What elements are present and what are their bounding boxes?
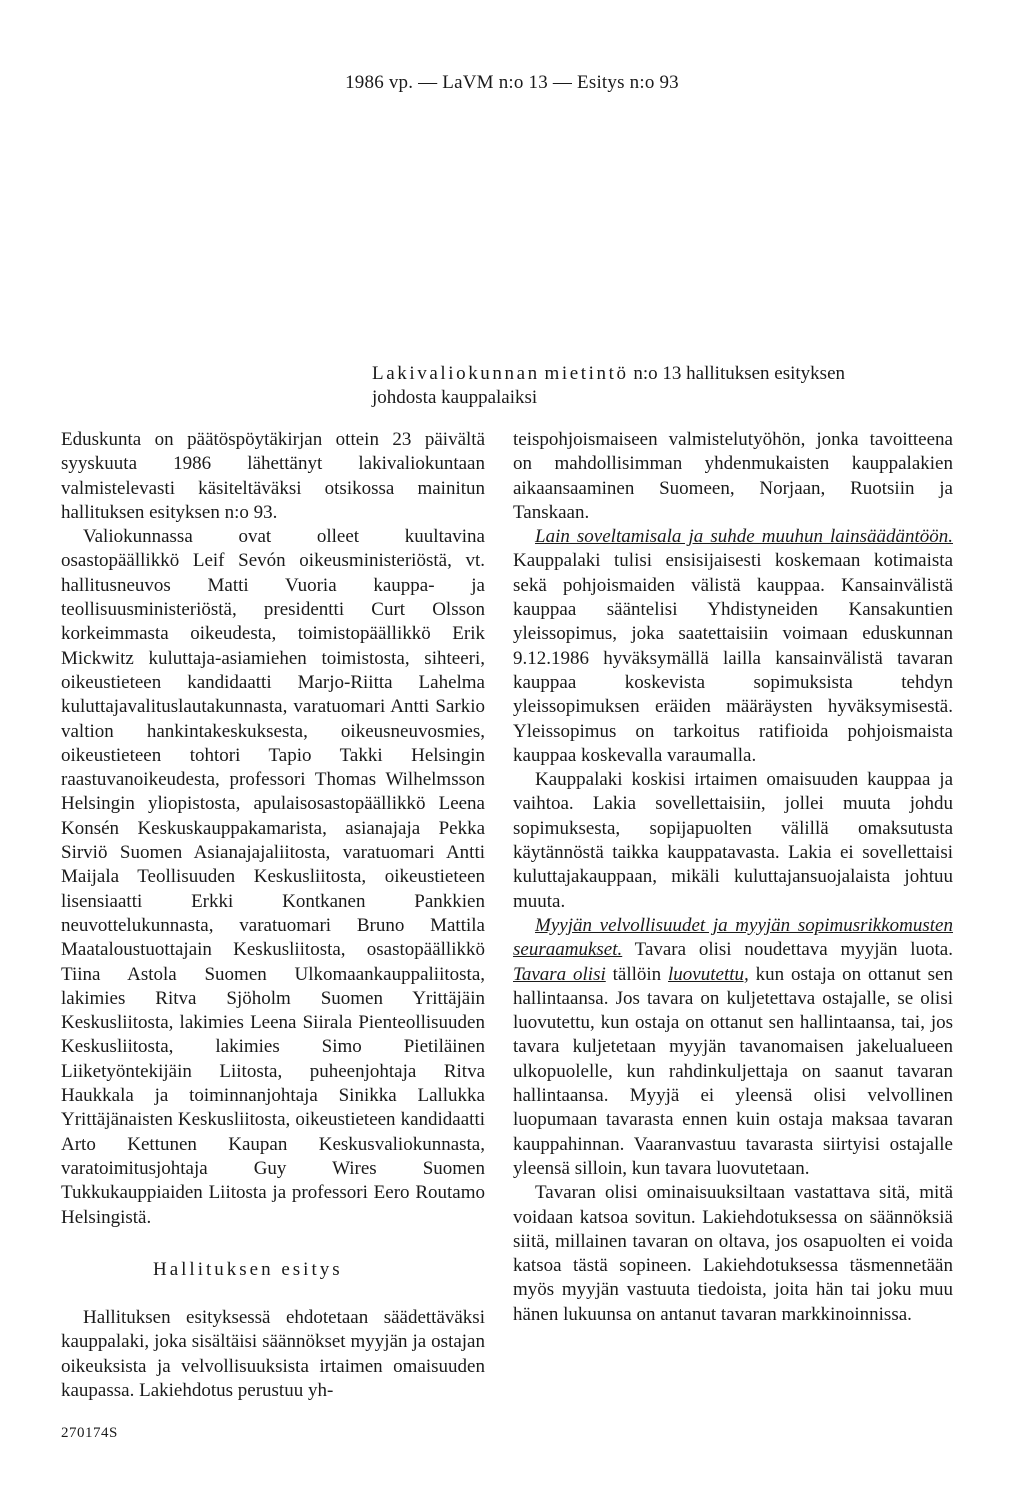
document-code: 270174S bbox=[61, 1425, 118, 1441]
paragraph-body: Tavara olisi noudettava myyjän luota. bbox=[622, 939, 953, 961]
left-column bbox=[61, 428, 485, 1403]
paragraph bbox=[513, 914, 953, 1181]
title-word-committee: Lakivaliokunnan bbox=[372, 363, 540, 384]
paragraph: Valiokunnassa ovat olleet kuultavina osastopäällikkö Leif Sevón oikeusministeriöstä, vt. hallitusneuvos Matti Vuoria kauppa- ja teollisuusministeriöstä, presidentti Curt Olsson korkeimmasta oikeudesta, toimistopäällikkö Erik Mickwitz kuluttaja-asiamiehen toimistosta, sihteeri, oikeustieteen kandidaatti Marjo-Riitta Lahelma kuluttajavalituslautakunnasta, varatuomari Antti Sarkio valtion hankintakeskuksesta, oikeusneuvosmies, oikeustieteen tohtori Tapio Takki Helsingin raastuvanoikeudesta, professori Thomas Wilhelmsson Helsingin yliopistosta, apulaisosastopäällikkö Leena Konsén Keskuskauppakamarista, asianajaja Pekka Sirviö Suomen Asianajajaliitosta, varatuomari Antti Maijala Teollisuuden Keskusliitosta, oikeustieteen lisensiaatti Erkki Kontkanen Pankkien neuvottelukunnasta, varatuomari Bruno Mattila Maataloustuottajain Keskusliitosta, osastopäällikkö Tiina Astola Suomen Ulkomaankauppaliitosta, lakimies Ritva Sjöholm Suomen Yrittäjäin Keskusliitosta, lakimies Leena Siirala Pienteollisuuden Keskusliitosta, lakimies Simo Pietiläinen Liiketyöntekijäin Liitosta, puheenjohtaja Ritva Haukkala ja toiminnanjohtaja Sinikka Lallukka Yrittäjänaisten Keskusliitosta, oikeustieteen kandidaatti Arto Kettunen Kaupan Keskusvaliokunnasta, varatoimitusjohtaja Guy Wires Suomen Tukkukauppiaiden Liitosta ja professori Eero Routamo Helsingistä. bbox=[61, 526, 485, 1228]
paragraph-lead: Lain soveltamisala ja suhde muuhun lainsäädäntöön. bbox=[535, 526, 953, 548]
title-rest: n:o 13 hallituksen esityksen bbox=[633, 363, 846, 384]
section-heading: Hallituksen esitys bbox=[153, 1258, 343, 1280]
page-header: 1986 vp. — LaVM n:o 13 — Esitys n:o 93 bbox=[345, 72, 679, 93]
emphasis: luovutettu, bbox=[668, 963, 749, 985]
paragraph: teispohjoismaiseen valmistelutyöhön, jonka tavoitteena on mahdollisimman yhdenmukaisten kauppalakien aikaansaaminen Suomeen, Norjaan, Ruotsiin ja Tanskaan. bbox=[513, 429, 953, 523]
paragraph-body: tällöin bbox=[605, 963, 669, 985]
right-column bbox=[513, 428, 953, 1327]
emphasis: Tavara olisi bbox=[513, 963, 606, 985]
paragraph bbox=[513, 525, 953, 768]
paragraph-body: Kauppalaki tulisi ensisijaisesti koskemaan kotimaista sekä pohjoismaiden välistä kauppaa. Kansainvälistä kauppaa sääntelisi Yhdistyneiden Kansakuntien yleissopimus, joka saatettaisiin voimaan eduskunnan 9.12.1986 hyväksymällä lailla kansainvälistä tavaran kauppaa koskevista sopimuksista tehdyn yleissopimuksen eräiden määräysten hyväksymisestä. Yleissopimus on tarkoitus ratifioida pohjoismaista kauppaa koskevalla varaumalla. bbox=[513, 550, 953, 766]
title-line-2: johdosta kauppalaiksi bbox=[372, 387, 538, 408]
paragraph-body: kun ostaja on ottanut sen hallintaansa. Jos tavara on kuljetettava ostajalle, se olisi luovutettu, kun ostaja on ottanut sen hallintaansa, tai, jos tavara kuljetetaan myyjän tavanomaisen jakelualueen ulkopuolelle, kun rahdinkuljettaja on saanut tavaran hallintaansa. Myyjä ei yleensä olisi velvollinen luopumaan tavarasta ennen kuin ostaja maksaa tavaran kauppahinnan. Vaaranvastuu tavarasta siirtyisi ostajalle yleensä silloin, kun tavara luovutetaan. bbox=[513, 963, 953, 1179]
title-word-report: mietintö bbox=[544, 363, 629, 384]
paragraph-lead: Myyjän velvollisuudet ja myyjän sopimusrikkomusten seuraamukset. bbox=[513, 914, 953, 961]
paragraph: Tavaran olisi ominaisuuksiltaan vastattava sitä, mitä voidaan katsoa sovitun. Lakiehdotuksessa on säännöksiä siitä, millainen tavaran on oltava, jos osapuolten ei voida katsoa tästä sopineen. Lakiehdotuksessa täsmennetään myös myyjän vastuuta tiedoista, joita hän tai joku muu hänen lukuunsa on antanut tavaran markkinoinnissa. bbox=[513, 1182, 953, 1325]
paragraph: Hallituksen esityksessä ehdotetaan säädettäväksi kauppalaki, joka sisältäisi säännökset myyjän ja ostajan oikeuksista ja velvollisuuksista irtaimen omaisuuden kaupassa. Lakiehdotus perustuu yh- bbox=[61, 1307, 485, 1401]
paragraph: Eduskunta on päätöspöytäkirjan ottein 23 päivältä syyskuuta 1986 lähettänyt lakivaliokuntaan valmistelevasti käsiteltäväksi otsikossa mainitun hallituksen esityksen n:o 93. bbox=[61, 429, 485, 523]
paragraph: Kauppalaki koskisi irtaimen omaisuuden kauppaa ja vaihtoa. Lakia sovellettaisiin, jollei muuta johdu sopimuksesta, sopijapuolten välillä omaksutusta käytännöstä taikka kauppatavasta. Lakia ei sovellettaisi kuluttajakauppaan, mikäli kuluttajansuojalaista johtuu muuta. bbox=[513, 769, 953, 912]
document-title bbox=[372, 362, 972, 410]
